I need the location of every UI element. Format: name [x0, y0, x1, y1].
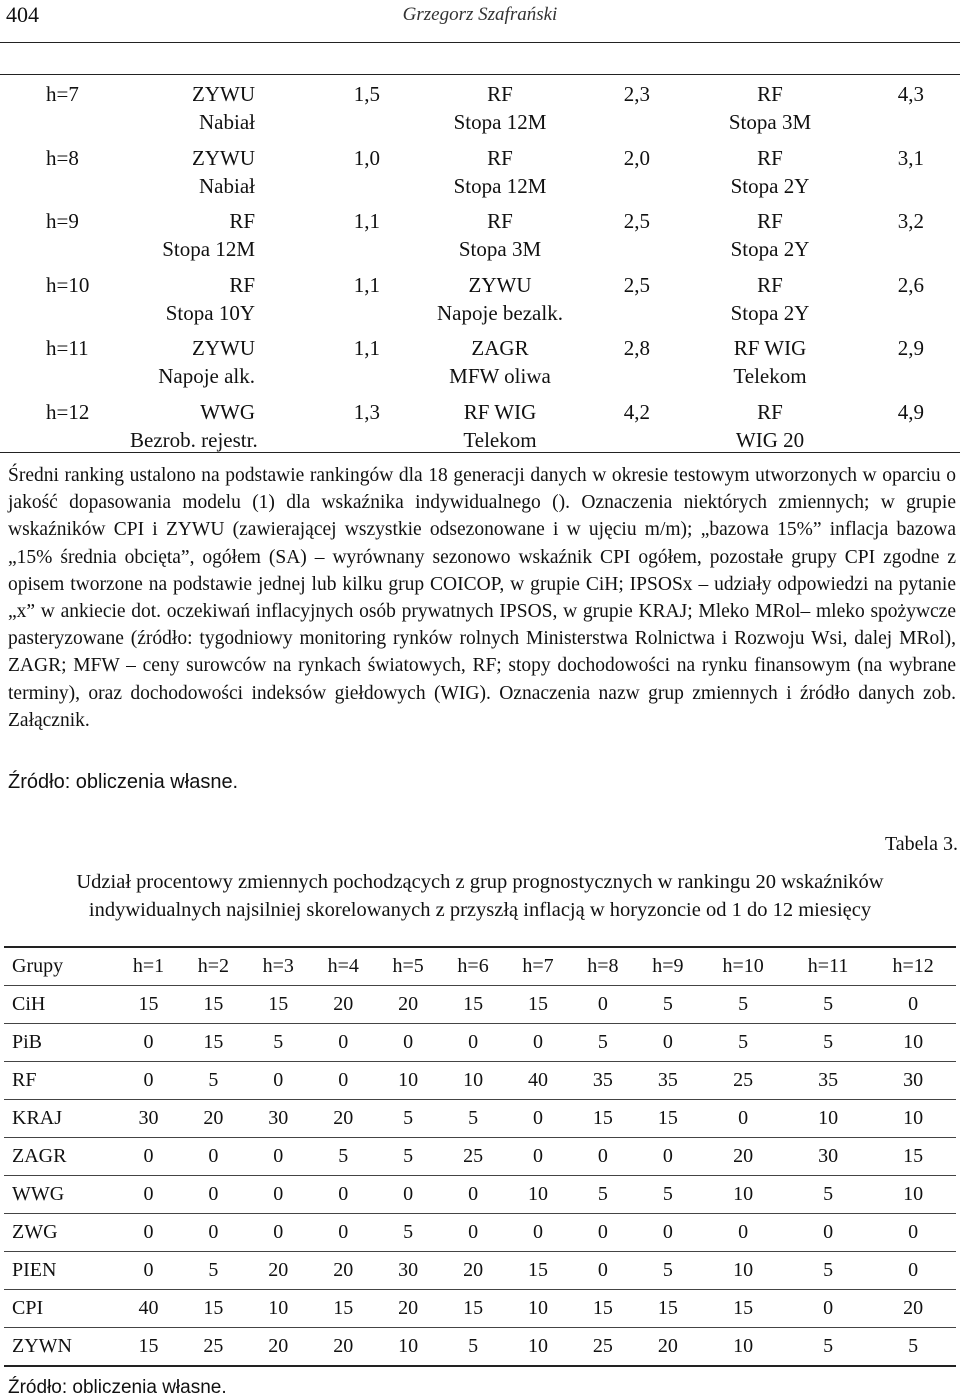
- horizon-cell: h=11: [46, 336, 89, 360]
- group-name-cell: PiB: [4, 1024, 116, 1062]
- share-cell: 30: [376, 1252, 441, 1290]
- table-row: [4, 1100, 956, 1138]
- share-cell: 15: [506, 986, 571, 1024]
- share-cell: 10: [870, 1100, 956, 1138]
- share-cell: 5: [635, 1176, 700, 1214]
- rank2-variable: Napoje bezalk.: [437, 300, 563, 325]
- share-cell: 0: [311, 1176, 376, 1214]
- table-caption: [0, 868, 960, 924]
- share-cell: 5: [635, 986, 700, 1024]
- share-cell: 0: [311, 1214, 376, 1252]
- rank3-group: RF: [757, 399, 783, 424]
- share-cell: 0: [570, 1214, 635, 1252]
- horizon-cell: h=10: [46, 272, 90, 297]
- share-cell: 35: [635, 1062, 700, 1100]
- rank1-variable: Stopa 12M: [162, 237, 255, 261]
- group-name-cell: CiH: [4, 986, 116, 1024]
- rank3-group: RF WIG: [733, 336, 807, 360]
- rank3-group: RF: [757, 209, 783, 233]
- share-cell: 0: [441, 1024, 506, 1062]
- share-cell: 15: [116, 1328, 181, 1367]
- rank1-variable: Napoje alk.: [158, 364, 255, 388]
- group-name-cell: ZAGR: [4, 1138, 116, 1176]
- share-cell: 10: [700, 1252, 786, 1290]
- share-cell: 15: [441, 986, 506, 1024]
- share-cell: 5: [635, 1252, 700, 1290]
- group-name-cell: CPI: [4, 1290, 116, 1328]
- share-cell: 15: [181, 986, 246, 1024]
- rank1-value: 1,1: [353, 336, 380, 360]
- caption-line-1: Udział procentowy zmiennych pochodzących z grup prognostycznych w rankingu 20 wskaźników: [76, 871, 884, 893]
- share-cell: 0: [441, 1214, 506, 1252]
- share-cell: 20: [376, 986, 441, 1024]
- rank1-group: ZYWU: [192, 82, 255, 106]
- share-cell: 0: [506, 1214, 571, 1252]
- share-cell: 15: [116, 986, 181, 1024]
- share-cell: 20: [311, 1252, 376, 1290]
- share-cell: 15: [246, 986, 311, 1024]
- table-row: [4, 986, 956, 1024]
- column-header: h=2: [181, 947, 246, 986]
- table-row: [4, 1290, 956, 1328]
- share-cell: 0: [246, 1214, 311, 1252]
- share-cell: 0: [635, 1138, 700, 1176]
- share-cell: 20: [376, 1290, 441, 1328]
- share-cell: 0: [506, 1024, 571, 1062]
- share-cell: 10: [441, 1062, 506, 1100]
- share-cell: 5: [376, 1138, 441, 1176]
- rank1-value: 1,0: [353, 145, 380, 170]
- column-header: h=12: [870, 947, 956, 986]
- group-name-cell: ZWG: [4, 1214, 116, 1252]
- table-row: [4, 1176, 956, 1214]
- rank3-variable: WIG 20: [735, 427, 805, 452]
- share-cell: 10: [246, 1290, 311, 1328]
- share-cell: 15: [311, 1290, 376, 1328]
- share-cell: 35: [570, 1062, 635, 1100]
- share-cell: 0: [246, 1176, 311, 1214]
- share-cell: 20: [700, 1138, 786, 1176]
- share-cell: 20: [246, 1328, 311, 1367]
- share-cell: 20: [181, 1100, 246, 1138]
- share-cell: 0: [376, 1176, 441, 1214]
- share-cell: 20: [246, 1252, 311, 1290]
- rank2-variable: Telekom: [463, 427, 537, 452]
- rank3-variable: Stopa 2Y: [730, 237, 810, 261]
- share-cell: 0: [570, 1252, 635, 1290]
- horizon-cell: h=8: [46, 145, 79, 170]
- share-cell: 15: [506, 1252, 571, 1290]
- table-row: [4, 1328, 956, 1367]
- rank1-value: 1,3: [353, 399, 380, 424]
- column-header: h=6: [441, 947, 506, 986]
- share-cell: 20: [441, 1252, 506, 1290]
- share-cell: 10: [506, 1328, 571, 1367]
- share-cell: 15: [570, 1100, 635, 1138]
- share-cell: 0: [116, 1138, 181, 1176]
- rank2-variable: Stopa 3M: [458, 237, 542, 261]
- share-cell: 5: [786, 1328, 870, 1367]
- rank3-value: 3,2: [897, 209, 924, 233]
- source-note-1: Źródło: obliczenia własne.: [8, 771, 239, 793]
- rank2-group: RF: [487, 145, 513, 170]
- share-cell: 0: [506, 1138, 571, 1176]
- rank3-value: 3,1: [897, 145, 924, 170]
- rank1-group: RF: [229, 272, 255, 297]
- rank2-group: ZAGR: [471, 336, 529, 360]
- share-cell: 0: [181, 1214, 246, 1252]
- share-cell: 25: [441, 1138, 506, 1176]
- share-cell: 10: [376, 1062, 441, 1100]
- share-cell: 25: [700, 1062, 786, 1100]
- horizon-cell: h=7: [46, 82, 79, 106]
- rank3-group: RF: [757, 145, 783, 170]
- table-note: Średni ranking ustalono na podstawie rankingów dla 18 generacji danych w okresie testowym utworzonych w oparciu o jakość dopasowania modelu (1) dla wskaźnika indywidualnego (). Oznaczenia niektórych zmiennych; w grupie wskaźników CPI i ZYWU (zawierającej wszystkie odsezonowane i w ujęciu m/m); „bazowa 15%” inflacja bazowa „15% średnia obcięta”, ogółem (SA) – wyrównany sezonowo wskaźnik CPI ogółem, pozostałe grupy CPI zgodne z opisem tworzone na podstawie jednej lub kilku grup COICOP, w grupie CiH; IPSOSx – udziały odpowiedzi na pytanie „x” w ankiecie dot. oczekiwań inflacyjnych osób prywatnych IPSOS, w grupie KRAJ; Mleko MRol– mleko spożywcze pasteryzowane (źródło: tygodniowy monitoring rynków rolnych Ministerstwa Rolnictwa i Rozwoju Wsi, dalej MRol), ZAGR; MFW – ceny surowców na rynkach światowych, RF; stopy dochodowości na rynku finansowym (na wybrane terminy), oraz dochodowości indeksów giełdowych (WIG). Oznaczenia nazw grup zmiennych i źródło danych zob. Załącznik.: [8, 465, 956, 731]
- share-cell: 40: [506, 1062, 571, 1100]
- share-cell: 0: [570, 986, 635, 1024]
- share-cell: 0: [870, 1252, 956, 1290]
- share-cell: 0: [376, 1024, 441, 1062]
- share-cell: 0: [441, 1176, 506, 1214]
- group-name-cell: KRAJ: [4, 1100, 116, 1138]
- rank3-value: 2,9: [897, 336, 924, 360]
- column-header: h=4: [311, 947, 376, 986]
- share-cell: 10: [870, 1024, 956, 1062]
- share-cell: 0: [635, 1024, 700, 1062]
- rank3-value: 4,9: [897, 399, 924, 424]
- running-head-author: Grzegorz Szafrański: [402, 4, 558, 25]
- share-cell: 5: [700, 1024, 786, 1062]
- table1-bottom-rule: [0, 452, 960, 453]
- share-cell: 0: [311, 1024, 376, 1062]
- page-number: 404: [6, 2, 39, 27]
- share-cell: 30: [246, 1100, 311, 1138]
- share-cell: 5: [441, 1100, 506, 1138]
- rank2-group: ZYWU: [468, 272, 532, 297]
- share-cell: 10: [870, 1176, 956, 1214]
- rank1-variable: Nabiał: [199, 110, 255, 134]
- share-cell: 10: [700, 1328, 786, 1367]
- rank2-value: 2,3: [623, 82, 650, 106]
- share-cell: 20: [311, 986, 376, 1024]
- share-cell: 15: [181, 1024, 246, 1062]
- rank1-group: WWG: [200, 399, 255, 424]
- share-cell: 15: [181, 1290, 246, 1328]
- share-cell: 10: [506, 1290, 571, 1328]
- rank2-group: RF WIG: [463, 399, 537, 424]
- share-cell: 0: [786, 1290, 870, 1328]
- rank2-group: RF: [487, 82, 513, 106]
- share-cell: 20: [635, 1328, 700, 1367]
- share-cell: 30: [786, 1138, 870, 1176]
- share-cell: 5: [311, 1138, 376, 1176]
- horizon-cell: h=12: [46, 399, 90, 424]
- table-row: [4, 1024, 956, 1062]
- share-cell: 0: [786, 1214, 870, 1252]
- share-cell: 20: [311, 1328, 376, 1367]
- share-cell: 15: [570, 1290, 635, 1328]
- rank1-value: 1,1: [353, 272, 380, 297]
- column-header: h=7: [506, 947, 571, 986]
- share-cell: 5: [570, 1176, 635, 1214]
- share-cell: 0: [116, 1214, 181, 1252]
- share-cell: 0: [181, 1138, 246, 1176]
- rank3-group: RF: [757, 272, 783, 297]
- share-cell: 5: [870, 1328, 956, 1367]
- rank3-variable: Stopa 2Y: [730, 300, 810, 325]
- rank2-group: RF: [487, 209, 513, 233]
- share-cell: 0: [700, 1100, 786, 1138]
- group-name-cell: PIEN: [4, 1252, 116, 1290]
- rank2-variable: Stopa 12M: [453, 110, 547, 134]
- rank1-variable: Stopa 10Y: [165, 300, 255, 325]
- column-header: h=3: [246, 947, 311, 986]
- share-cell: 15: [441, 1290, 506, 1328]
- ranking-table: [0, 80, 960, 450]
- rank2-value: 2,5: [623, 272, 650, 297]
- share-cell: 0: [246, 1062, 311, 1100]
- table1-top-rule: [0, 74, 960, 75]
- page-header: [0, 0, 960, 42]
- column-header: h=11: [786, 947, 870, 986]
- column-header: h=9: [635, 947, 700, 986]
- share-cell: 15: [635, 1290, 700, 1328]
- group-name-cell: WWG: [4, 1176, 116, 1214]
- share-cell: 0: [635, 1214, 700, 1252]
- rank2-value: 2,0: [623, 145, 650, 170]
- share-cell: 0: [506, 1100, 571, 1138]
- horizon-cell: h=9: [46, 209, 79, 233]
- share-cell: 15: [635, 1100, 700, 1138]
- column-header: h=8: [570, 947, 635, 986]
- share-cell: 10: [376, 1328, 441, 1367]
- rank2-value: 2,5: [623, 209, 650, 233]
- table-row: [4, 1214, 956, 1252]
- share-cell: 0: [116, 1062, 181, 1100]
- share-cell: 5: [441, 1328, 506, 1367]
- share-table: [4, 946, 956, 1367]
- share-cell: 0: [116, 1252, 181, 1290]
- header-row: [4, 947, 956, 986]
- share-cell: 5: [570, 1024, 635, 1062]
- group-name-cell: RF: [4, 1062, 116, 1100]
- table-label: Tabela 3.: [884, 833, 958, 855]
- column-header: h=1: [116, 947, 181, 986]
- share-cell: 30: [870, 1062, 956, 1100]
- table-row: [4, 1252, 956, 1290]
- share-cell: 10: [700, 1176, 786, 1214]
- share-cell: 10: [786, 1100, 870, 1138]
- share-cell: 5: [181, 1062, 246, 1100]
- share-cell: 0: [700, 1214, 786, 1252]
- share-cell: 0: [870, 986, 956, 1024]
- table-row: [4, 1138, 956, 1176]
- rank1-group: RF: [229, 209, 255, 233]
- table-row: [4, 1062, 956, 1100]
- share-cell: 0: [116, 1024, 181, 1062]
- column-header: h=10: [700, 947, 786, 986]
- rank2-variable: Stopa 12M: [453, 173, 547, 198]
- rank1-value: 1,1: [353, 209, 380, 233]
- rank1-group: ZYWU: [192, 336, 255, 360]
- share-cell: 5: [786, 986, 870, 1024]
- share-cell: 5: [246, 1024, 311, 1062]
- rank1-variable: Nabiał: [199, 173, 255, 198]
- share-cell: 5: [700, 986, 786, 1024]
- column-header: h=5: [376, 947, 441, 986]
- rank1-variable: Bezrob. rejestr.: [130, 427, 258, 452]
- rank2-value: 2,8: [623, 336, 650, 360]
- group-name-cell: ZYWN: [4, 1328, 116, 1367]
- share-cell: 5: [786, 1024, 870, 1062]
- rank2-variable: MFW oliwa: [449, 364, 551, 388]
- share-cell: 25: [181, 1328, 246, 1367]
- share-cell: 0: [116, 1176, 181, 1214]
- share-cell: 25: [570, 1328, 635, 1367]
- share-cell: 5: [786, 1176, 870, 1214]
- share-cell: 15: [870, 1138, 956, 1176]
- share-cell: 5: [376, 1100, 441, 1138]
- share-cell: 15: [700, 1290, 786, 1328]
- share-cell: 5: [786, 1252, 870, 1290]
- rank1-value: 1,5: [353, 82, 380, 106]
- rank3-value: 4,3: [897, 82, 924, 106]
- rank3-variable: Stopa 2Y: [730, 173, 810, 198]
- header-rule: [0, 42, 960, 43]
- share-cell: 30: [116, 1100, 181, 1138]
- rank2-value: 4,2: [623, 399, 650, 424]
- share-cell: 0: [570, 1138, 635, 1176]
- source-note-2: Źródło: obliczenia własne.: [8, 1377, 227, 1398]
- share-cell: 0: [311, 1062, 376, 1100]
- share-cell: 5: [376, 1214, 441, 1252]
- rank1-group: ZYWU: [192, 145, 255, 170]
- share-cell: 20: [870, 1290, 956, 1328]
- rank3-variable: Telekom: [733, 364, 807, 388]
- share-cell: 5: [181, 1252, 246, 1290]
- share-cell: 0: [870, 1214, 956, 1252]
- share-cell: 10: [506, 1176, 571, 1214]
- rank3-variable: Stopa 3M: [728, 110, 812, 134]
- share-cell: 0: [246, 1138, 311, 1176]
- share-cell: 40: [116, 1290, 181, 1328]
- share-cell: 20: [311, 1100, 376, 1138]
- rank3-value: 2,6: [897, 272, 924, 297]
- caption-line-2: indywidualnych najsilniej skorelowanych z przyszłą inflacją w horyzoncie od 1 do 12 miesięcy: [88, 899, 872, 921]
- column-header: Grupy: [4, 947, 116, 986]
- rank3-group: RF: [757, 82, 783, 106]
- share-cell: 35: [786, 1062, 870, 1100]
- share-cell: 0: [181, 1176, 246, 1214]
